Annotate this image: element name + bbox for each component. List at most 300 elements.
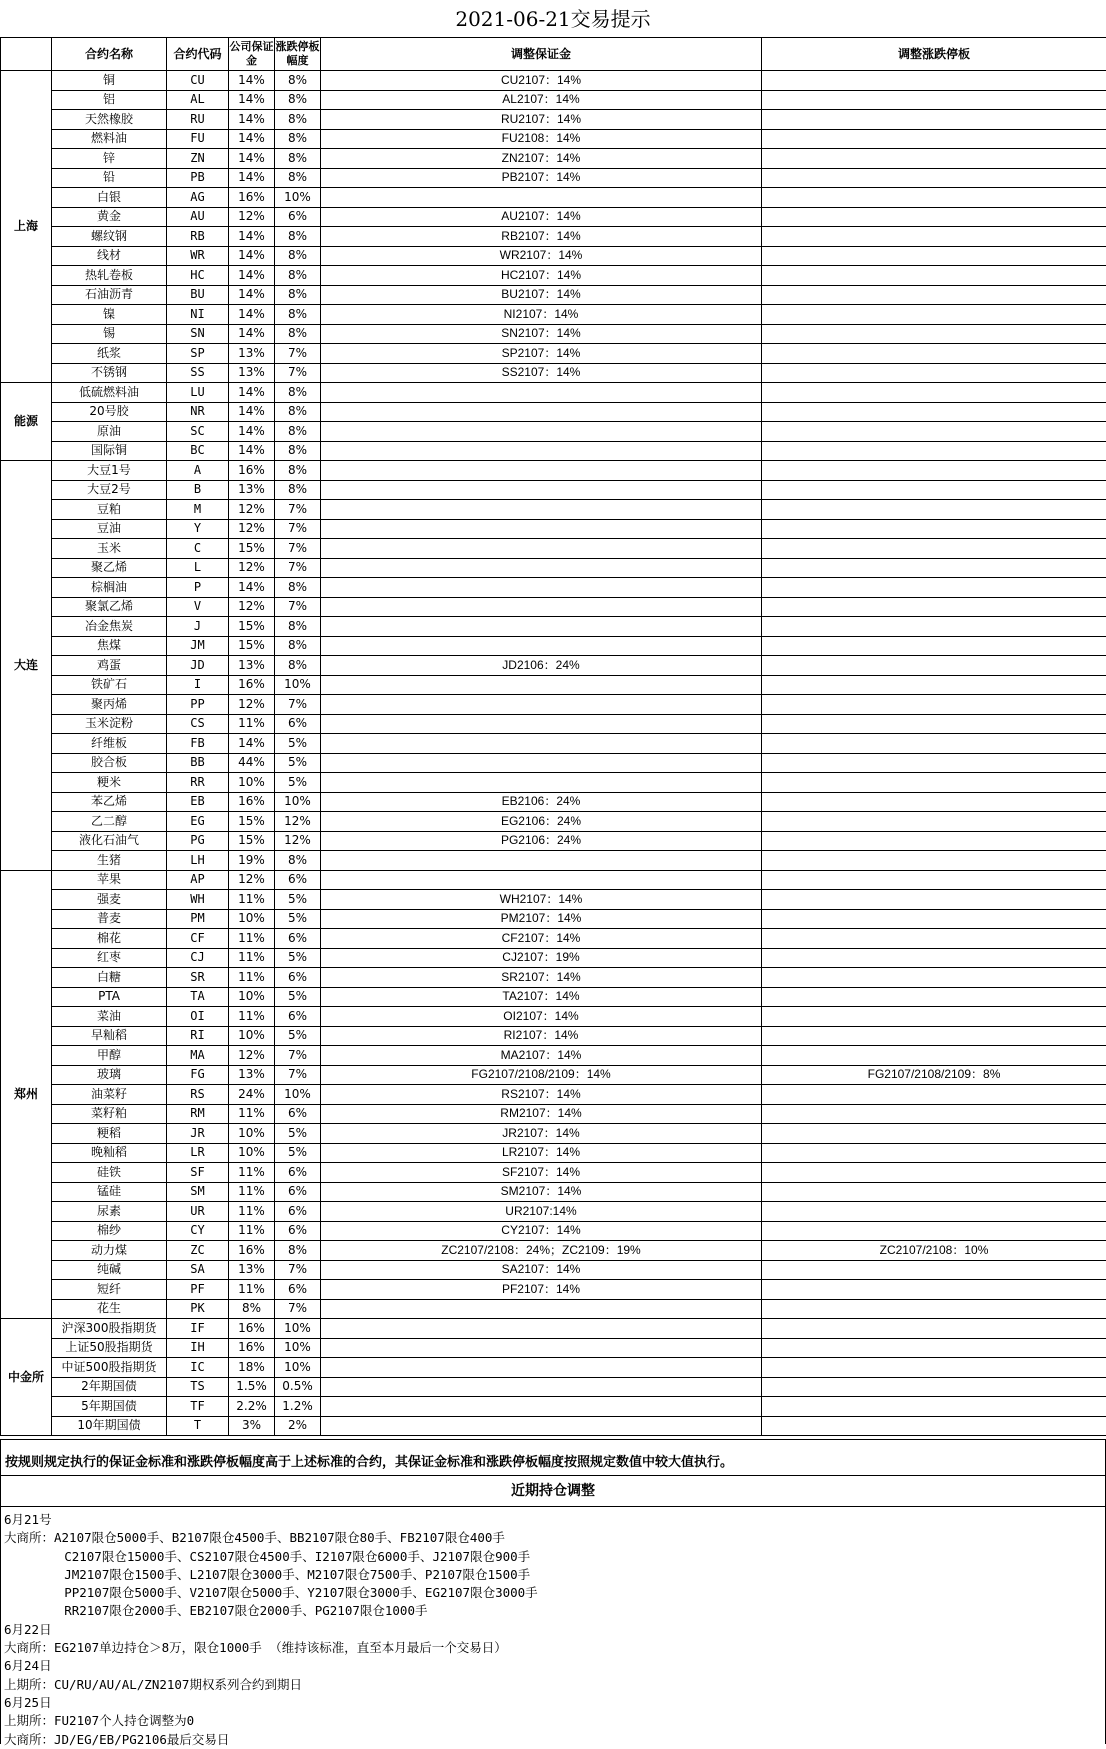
adjusted-limit-cell <box>762 1143 1106 1163</box>
price-limit-cell: 10% <box>275 675 321 695</box>
company-margin-cell: 14% <box>229 578 275 598</box>
price-limit-cell: 8% <box>275 461 321 481</box>
adjusted-limit-cell <box>762 1358 1106 1378</box>
contract-name-cell: 红枣 <box>52 948 167 968</box>
table-row <box>1 1124 1106 1144</box>
contract-name-cell: 线材 <box>52 246 167 266</box>
company-margin-cell: 16% <box>229 1319 275 1339</box>
header-contract-code: 合约代码 <box>167 38 229 71</box>
table-row <box>1 285 1106 305</box>
price-limit-cell: 6% <box>275 1202 321 1222</box>
contract-code-cell: UR <box>167 1202 229 1222</box>
company-margin-cell: 44% <box>229 753 275 773</box>
adjusted-limit-cell <box>762 422 1106 442</box>
contract-code-cell: I <box>167 675 229 695</box>
company-margin-cell: 16% <box>229 1338 275 1358</box>
price-limit-cell: 12% <box>275 831 321 851</box>
contract-code-cell: PM <box>167 909 229 929</box>
table-row <box>1 870 1106 890</box>
table-row <box>1 597 1106 617</box>
contract-name-cell: 铅 <box>52 168 167 188</box>
price-limit-cell: 1.2% <box>275 1397 321 1417</box>
adjusted-margin-cell <box>321 558 762 578</box>
price-limit-cell: 8% <box>275 227 321 247</box>
adjusted-margin-cell: RM2107：14% <box>321 1104 762 1124</box>
adjusted-margin-cell <box>321 870 762 890</box>
adjusted-margin-cell: JD2106：24% <box>321 656 762 676</box>
adjusted-margin-cell: EG2106：24% <box>321 812 762 832</box>
price-limit-cell: 6% <box>275 1221 321 1241</box>
note-line: RR2107限仓2000手、EB2107限仓2000手、PG2107限仓1000手 <box>4 1602 1105 1620</box>
contract-code-cell: IC <box>167 1358 229 1378</box>
contract-name-cell: 锡 <box>52 324 167 344</box>
company-margin-cell: 11% <box>229 890 275 910</box>
contract-code-cell: EB <box>167 792 229 812</box>
contract-code-cell: CY <box>167 1221 229 1241</box>
adjusted-margin-cell: FU2108：14% <box>321 129 762 149</box>
note-line: 大商所：A2107限仓5000手、B2107限仓4500手、BB2107限仓80手、FB2107限仓400手 <box>4 1529 1105 1547</box>
contract-name-cell: 硅铁 <box>52 1163 167 1183</box>
company-margin-cell: 2.2% <box>229 1397 275 1417</box>
price-limit-cell: 6% <box>275 929 321 949</box>
contract-code-cell: JM <box>167 636 229 656</box>
contract-name-cell: 鸡蛋 <box>52 656 167 676</box>
price-limit-cell: 8% <box>275 656 321 676</box>
adjusted-margin-cell <box>321 1377 762 1397</box>
company-margin-cell: 14% <box>229 422 275 442</box>
table-row <box>1 266 1106 286</box>
company-margin-cell: 14% <box>229 149 275 169</box>
exchange-name: 能源 <box>1 383 52 461</box>
adjusted-margin-cell: SR2107：14% <box>321 968 762 988</box>
contract-code-cell: FB <box>167 734 229 754</box>
exchange-name: 中金所 <box>1 1319 52 1436</box>
table-row <box>1 461 1106 481</box>
adjusted-margin-cell: PM2107：14% <box>321 909 762 929</box>
price-limit-cell: 8% <box>275 383 321 403</box>
contract-name-cell: 强麦 <box>52 890 167 910</box>
contract-name-cell: 国际铜 <box>52 441 167 461</box>
header-company-margin: 公司保证金 <box>229 38 275 71</box>
table-body <box>1 71 1106 1436</box>
adjusted-margin-cell: OI2107：14% <box>321 1007 762 1027</box>
adjusted-limit-cell <box>762 1338 1106 1358</box>
price-limit-cell: 5% <box>275 734 321 754</box>
contract-code-cell: MA <box>167 1046 229 1066</box>
adjusted-margin-cell <box>321 500 762 520</box>
adjusted-margin-cell: WH2107：14% <box>321 890 762 910</box>
adjusted-limit-cell <box>762 71 1106 91</box>
contract-code-cell: ZN <box>167 149 229 169</box>
price-limit-cell: 8% <box>275 246 321 266</box>
contract-name-cell: 低硫燃料油 <box>52 383 167 403</box>
adjusted-margin-cell <box>321 675 762 695</box>
price-limit-cell: 6% <box>275 1007 321 1027</box>
table-row <box>1 402 1106 422</box>
table-row <box>1 1319 1106 1339</box>
contract-code-cell: Y <box>167 519 229 539</box>
adjusted-limit-cell <box>762 266 1106 286</box>
adjusted-limit-cell <box>762 129 1106 149</box>
table-row <box>1 188 1106 208</box>
company-margin-cell: 13% <box>229 1260 275 1280</box>
contract-name-cell: 油菜籽 <box>52 1085 167 1105</box>
company-margin-cell: 10% <box>229 773 275 793</box>
contract-code-cell: AG <box>167 188 229 208</box>
adjusted-limit-cell <box>762 890 1106 910</box>
company-margin-cell: 10% <box>229 987 275 1007</box>
contract-code-cell: AL <box>167 90 229 110</box>
company-margin-cell: 11% <box>229 1163 275 1183</box>
adjusted-margin-cell <box>321 851 762 871</box>
company-margin-cell: 14% <box>229 305 275 325</box>
table-row <box>1 422 1106 442</box>
adjusted-margin-cell: PB2107：14% <box>321 168 762 188</box>
company-margin-cell: 14% <box>229 734 275 754</box>
contract-name-cell: 燃料油 <box>52 129 167 149</box>
price-limit-cell: 8% <box>275 441 321 461</box>
adjusted-margin-cell: RS2107：14% <box>321 1085 762 1105</box>
table-row <box>1 1260 1106 1280</box>
table-row <box>1 1397 1106 1417</box>
contract-name-cell: 锌 <box>52 149 167 169</box>
contract-name-cell: 苹果 <box>52 870 167 890</box>
contract-code-cell: SR <box>167 968 229 988</box>
company-margin-cell: 12% <box>229 695 275 715</box>
price-limit-cell: 5% <box>275 1026 321 1046</box>
company-margin-cell: 14% <box>229 246 275 266</box>
price-limit-cell: 6% <box>275 1104 321 1124</box>
contract-name-cell: 生猪 <box>52 851 167 871</box>
contract-code-cell: AP <box>167 870 229 890</box>
company-margin-cell: 16% <box>229 188 275 208</box>
table-row <box>1 539 1106 559</box>
contract-table <box>0 37 1106 1436</box>
table-row <box>1 1221 1106 1241</box>
adjusted-margin-cell <box>321 1358 762 1378</box>
adjusted-limit-cell <box>762 597 1106 617</box>
adjusted-margin-cell: CU2107：14% <box>321 71 762 91</box>
contract-code-cell: AU <box>167 207 229 227</box>
table-row <box>1 227 1106 247</box>
company-margin-cell: 12% <box>229 870 275 890</box>
table-header-row <box>1 38 1106 71</box>
contract-name-cell: 白银 <box>52 188 167 208</box>
contract-name-cell: 纸浆 <box>52 344 167 364</box>
contract-code-cell: PF <box>167 1280 229 1300</box>
table-row <box>1 948 1106 968</box>
table-row <box>1 519 1106 539</box>
contract-code-cell: CU <box>167 71 229 91</box>
contract-name-cell: 苯乙烯 <box>52 792 167 812</box>
adjusted-limit-cell <box>762 675 1106 695</box>
company-margin-cell: 12% <box>229 207 275 227</box>
table-row <box>1 1358 1106 1378</box>
price-limit-cell: 7% <box>275 519 321 539</box>
contract-code-cell: RB <box>167 227 229 247</box>
price-limit-cell: 6% <box>275 1182 321 1202</box>
table-row <box>1 246 1106 266</box>
adjusted-limit-cell <box>762 1026 1106 1046</box>
adjusted-limit-cell <box>762 227 1106 247</box>
adjusted-limit-cell <box>762 1104 1106 1124</box>
adjusted-limit-cell <box>762 1046 1106 1066</box>
company-margin-cell: 12% <box>229 1046 275 1066</box>
price-limit-cell: 6% <box>275 207 321 227</box>
position-adjust-title: 近期持仓调整 <box>0 1475 1106 1507</box>
adjusted-margin-cell: SF2107：14% <box>321 1163 762 1183</box>
price-limit-cell: 10% <box>275 1319 321 1339</box>
adjusted-limit-cell <box>762 461 1106 481</box>
price-limit-cell: 6% <box>275 968 321 988</box>
price-limit-cell: 8% <box>275 90 321 110</box>
exchange-name: 上海 <box>1 71 52 383</box>
note-line: 大商所：EG2107单边持仓＞8万，限仓1000手 （维持该标准，直至本月最后一个交易日） <box>4 1639 1105 1657</box>
adjusted-limit-cell <box>762 1007 1106 1027</box>
table-row <box>1 480 1106 500</box>
adjusted-margin-cell <box>321 422 762 442</box>
adjusted-limit-cell <box>762 207 1106 227</box>
price-limit-cell: 10% <box>275 1358 321 1378</box>
adjusted-limit-cell <box>762 246 1106 266</box>
company-margin-cell: 13% <box>229 1065 275 1085</box>
contract-code-cell: LR <box>167 1143 229 1163</box>
contract-code-cell: JD <box>167 656 229 676</box>
contract-code-cell: HC <box>167 266 229 286</box>
adjusted-limit-cell <box>762 929 1106 949</box>
contract-name-cell: 棕榈油 <box>52 578 167 598</box>
contract-code-cell: EG <box>167 812 229 832</box>
contract-code-cell: RR <box>167 773 229 793</box>
adjusted-margin-cell: NI2107：14% <box>321 305 762 325</box>
contract-name-cell: 沪深300股指期货 <box>52 1319 167 1339</box>
contract-name-cell: 纤维板 <box>52 734 167 754</box>
contract-code-cell: TA <box>167 987 229 1007</box>
adjusted-limit-cell <box>762 110 1106 130</box>
table-row <box>1 929 1106 949</box>
adjusted-limit-cell <box>762 1377 1106 1397</box>
price-limit-cell: 8% <box>275 110 321 130</box>
contract-code-cell: C <box>167 539 229 559</box>
adjusted-margin-cell <box>321 773 762 793</box>
adjusted-margin-cell: RU2107：14% <box>321 110 762 130</box>
adjusted-limit-cell <box>762 500 1106 520</box>
adjusted-margin-cell: PG2106：24% <box>321 831 762 851</box>
company-margin-cell: 18% <box>229 1358 275 1378</box>
price-limit-cell: 8% <box>275 129 321 149</box>
table-row <box>1 207 1106 227</box>
adjusted-margin-cell: TA2107：14% <box>321 987 762 1007</box>
table-row <box>1 305 1106 325</box>
price-limit-cell: 7% <box>275 539 321 559</box>
contract-code-cell: PB <box>167 168 229 188</box>
table-row <box>1 344 1106 364</box>
contract-code-cell: BB <box>167 753 229 773</box>
adjusted-margin-cell: RI2107：14% <box>321 1026 762 1046</box>
contract-code-cell: LH <box>167 851 229 871</box>
adjusted-limit-cell <box>762 285 1106 305</box>
table-row <box>1 1065 1106 1085</box>
contract-code-cell: LU <box>167 383 229 403</box>
adjusted-margin-cell <box>321 188 762 208</box>
price-limit-cell: 5% <box>275 890 321 910</box>
table-row <box>1 851 1106 871</box>
company-margin-cell: 16% <box>229 792 275 812</box>
note-line: 6月25日 <box>4 1694 1105 1712</box>
adjusted-limit-cell <box>762 1163 1106 1183</box>
adjusted-margin-cell: SP2107：14% <box>321 344 762 364</box>
contract-code-cell: SF <box>167 1163 229 1183</box>
contract-code-cell: FU <box>167 129 229 149</box>
adjusted-margin-cell: SS2107：14% <box>321 363 762 383</box>
price-limit-cell: 2% <box>275 1416 321 1436</box>
adjusted-limit-cell <box>762 870 1106 890</box>
adjusted-margin-cell: WR2107：14% <box>321 246 762 266</box>
adjusted-margin-cell: MA2107：14% <box>321 1046 762 1066</box>
table-row <box>1 1182 1106 1202</box>
adjusted-limit-cell <box>762 792 1106 812</box>
contract-name-cell: 玉米淀粉 <box>52 714 167 734</box>
contract-code-cell: WH <box>167 890 229 910</box>
note-line: JM2107限仓1500手、L2107限仓3000手、M2107限仓7500手、P2107限仓1500手 <box>4 1566 1105 1584</box>
company-margin-cell: 3% <box>229 1416 275 1436</box>
company-margin-cell: 10% <box>229 1143 275 1163</box>
adjusted-margin-cell: AL2107：14% <box>321 90 762 110</box>
contract-code-cell: PP <box>167 695 229 715</box>
adjusted-margin-cell: ZC2107/2108：24%；ZC2109：19% <box>321 1241 762 1261</box>
company-margin-cell: 11% <box>229 1007 275 1027</box>
adjusted-margin-cell: FG2107/2108/2109：14% <box>321 1065 762 1085</box>
company-margin-cell: 11% <box>229 1182 275 1202</box>
contract-name-cell: 豆油 <box>52 519 167 539</box>
table-row <box>1 324 1106 344</box>
contract-code-cell: SM <box>167 1182 229 1202</box>
contract-code-cell: V <box>167 597 229 617</box>
contract-name-cell: 粳米 <box>52 773 167 793</box>
adjusted-limit-cell <box>762 1182 1106 1202</box>
price-limit-cell: 5% <box>275 753 321 773</box>
table-row <box>1 363 1106 383</box>
company-margin-cell: 11% <box>229 968 275 988</box>
adjusted-limit-cell <box>762 344 1106 364</box>
company-margin-cell: 15% <box>229 636 275 656</box>
company-margin-cell: 14% <box>229 402 275 422</box>
contract-code-cell: A <box>167 461 229 481</box>
company-margin-cell: 10% <box>229 1124 275 1144</box>
header-adjusted-margin: 调整保证金 <box>321 38 762 71</box>
contract-name-cell: 早籼稻 <box>52 1026 167 1046</box>
table-row <box>1 1416 1106 1436</box>
company-margin-cell: 13% <box>229 480 275 500</box>
table-row <box>1 578 1106 598</box>
adjusted-limit-cell <box>762 149 1106 169</box>
contract-name-cell: 锰硅 <box>52 1182 167 1202</box>
price-limit-cell: 5% <box>275 948 321 968</box>
note-line: 6月21号 <box>4 1511 1105 1529</box>
price-limit-cell: 6% <box>275 714 321 734</box>
table-row <box>1 558 1106 578</box>
table-row <box>1 1104 1106 1124</box>
price-limit-cell: 8% <box>275 305 321 325</box>
company-margin-cell: 14% <box>229 168 275 188</box>
adjusted-margin-cell <box>321 402 762 422</box>
contract-code-cell: J <box>167 617 229 637</box>
company-margin-cell: 12% <box>229 519 275 539</box>
contract-code-cell: PG <box>167 831 229 851</box>
table-row <box>1 1143 1106 1163</box>
adjusted-limit-cell <box>762 948 1106 968</box>
adjusted-limit-cell <box>762 1124 1106 1144</box>
rule-note: 按规则规定执行的保证金标准和涨跌停板幅度高于上述标准的合约，其保证金标准和涨跌停板幅度按照规定数值中较大值执行。 <box>0 1439 1106 1475</box>
table-row <box>1 714 1106 734</box>
position-adjust-notes <box>0 1507 1106 1744</box>
adjusted-limit-cell <box>762 831 1106 851</box>
price-limit-cell: 8% <box>275 422 321 442</box>
contract-code-cell: T <box>167 1416 229 1436</box>
price-limit-cell: 10% <box>275 792 321 812</box>
contract-code-cell: M <box>167 500 229 520</box>
contract-name-cell: 铜 <box>52 71 167 91</box>
contract-name-cell: 10年期国债 <box>52 1416 167 1436</box>
contract-name-cell: 上证50股指期货 <box>52 1338 167 1358</box>
adjusted-limit-cell <box>762 851 1106 871</box>
adjusted-limit-cell <box>762 1299 1106 1319</box>
contract-name-cell: 2年期国债 <box>52 1377 167 1397</box>
price-limit-cell: 7% <box>275 500 321 520</box>
adjusted-limit-cell <box>762 480 1106 500</box>
adjusted-margin-cell: SM2107：14% <box>321 1182 762 1202</box>
price-limit-cell: 6% <box>275 1280 321 1300</box>
adjusted-limit-cell <box>762 578 1106 598</box>
contract-code-cell: RU <box>167 110 229 130</box>
table-row <box>1 968 1106 988</box>
adjusted-limit-cell <box>762 1416 1106 1436</box>
table-row <box>1 168 1106 188</box>
price-limit-cell: 5% <box>275 773 321 793</box>
adjusted-margin-cell: UR2107:14% <box>321 1202 762 1222</box>
contract-name-cell: 聚乙烯 <box>52 558 167 578</box>
table-row <box>1 1046 1106 1066</box>
contract-name-cell: 豆粕 <box>52 500 167 520</box>
contract-code-cell: NI <box>167 305 229 325</box>
contract-name-cell: 棉纱 <box>52 1221 167 1241</box>
page-title: 2021-06-21交易提示 <box>0 0 1106 38</box>
price-limit-cell: 7% <box>275 344 321 364</box>
company-margin-cell: 11% <box>229 1221 275 1241</box>
adjusted-margin-cell <box>321 1338 762 1358</box>
contract-code-cell: RM <box>167 1104 229 1124</box>
note-line: PP2107限仓5000手、V2107限仓5000手、Y2107限仓3000手、EG2107限仓3000手 <box>4 1584 1105 1602</box>
contract-code-cell: SA <box>167 1260 229 1280</box>
company-margin-cell: 14% <box>229 266 275 286</box>
adjusted-margin-cell <box>321 714 762 734</box>
contract-name-cell: 棉花 <box>52 929 167 949</box>
contract-name-cell: 石油沥青 <box>52 285 167 305</box>
header-adjusted-limit: 调整涨跌停板 <box>762 38 1106 71</box>
table-row <box>1 656 1106 676</box>
contract-code-cell: TS <box>167 1377 229 1397</box>
adjusted-margin-cell <box>321 1416 762 1436</box>
table-row <box>1 734 1106 754</box>
contract-code-cell: WR <box>167 246 229 266</box>
contract-code-cell: BC <box>167 441 229 461</box>
adjusted-margin-cell: BU2107：14% <box>321 285 762 305</box>
contract-code-cell: CF <box>167 929 229 949</box>
adjusted-limit-cell <box>762 1260 1106 1280</box>
company-margin-cell: 1.5% <box>229 1377 275 1397</box>
adjusted-limit-cell <box>762 909 1106 929</box>
adjusted-margin-cell: PF2107：14% <box>321 1280 762 1300</box>
